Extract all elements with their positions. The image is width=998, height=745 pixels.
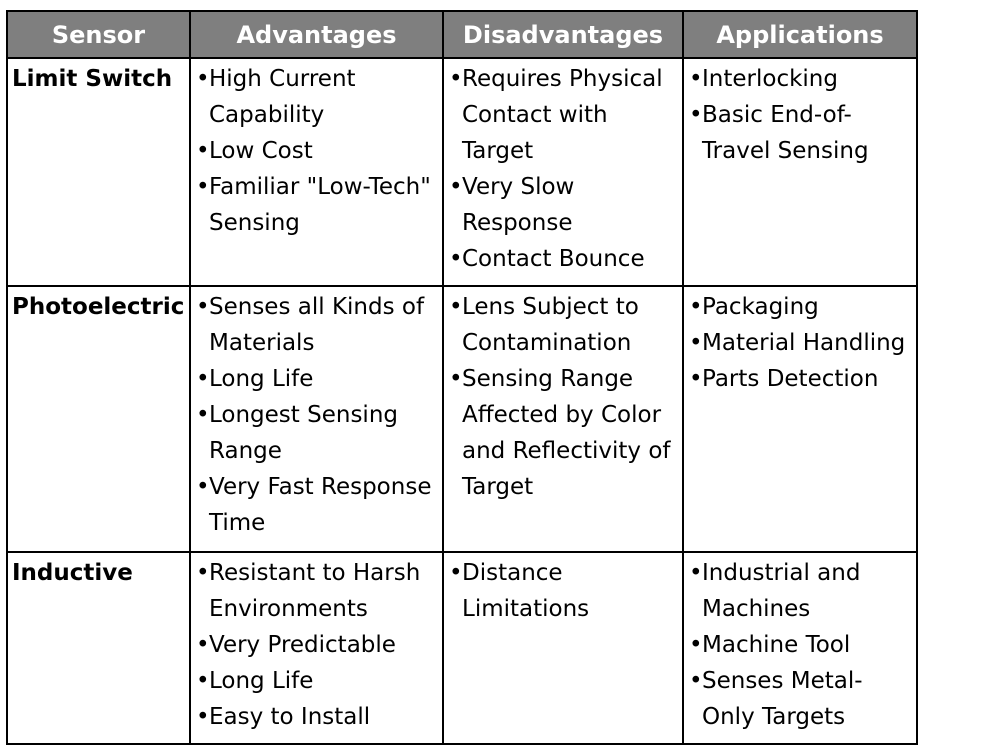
list-item: • Senses all Kinds of Materials: [196, 289, 438, 361]
disadvantages-list: [449, 289, 678, 505]
disadvantages-cell: [443, 286, 683, 552]
list-item: • Familiar "Low-Tech" Sensing: [196, 169, 438, 241]
list-item: • Resistant to Harsh Environments: [196, 555, 438, 627]
disadvantages-cell: [443, 552, 683, 744]
applications-cell: [683, 58, 917, 286]
header-advantages: Advantages: [190, 11, 443, 58]
applications-cell: [683, 286, 917, 552]
list-item: • Parts Detection: [689, 361, 912, 397]
header-row: [7, 11, 917, 58]
list-item: • Very Predictable: [196, 627, 438, 663]
applications-list: [689, 289, 912, 397]
list-item: • Machine Tool: [689, 627, 912, 663]
advantages-cell: [190, 552, 443, 744]
advantages-cell: [190, 286, 443, 552]
list-item: • Very Fast Response Time: [196, 469, 438, 541]
disadvantages-list: [449, 61, 678, 277]
list-item: • Long Life: [196, 663, 438, 699]
table-row-limit-switch: [7, 58, 917, 286]
list-item: • Very Slow Response: [449, 169, 678, 241]
list-item: • Requires Physical Contact with Target: [449, 61, 678, 169]
list-item: • Material Handling: [689, 325, 912, 361]
list-item: • Lens Subject to Contamination: [449, 289, 678, 361]
list-item: • Distance Limitations: [449, 555, 678, 627]
table-row-photoelectric: [7, 286, 917, 552]
sensor-name: Limit Switch: [7, 58, 190, 286]
header-sensor: Sensor: [7, 11, 190, 58]
header-applications: Applications: [683, 11, 917, 58]
applications-list: [689, 555, 912, 735]
list-item: • Industrial and Machines: [689, 555, 912, 627]
list-item: • Longest Sensing Range: [196, 397, 438, 469]
list-item: • High Current Capability: [196, 61, 438, 133]
applications-list: [689, 61, 912, 169]
advantages-cell: [190, 58, 443, 286]
advantages-list: [196, 61, 438, 241]
sensor-name: Photoelectric: [7, 286, 190, 552]
list-item: • Basic End-of-Travel Sensing: [689, 97, 912, 169]
list-item: • Packaging: [689, 289, 912, 325]
list-item: • Senses Metal-Only Targets: [689, 663, 912, 735]
sensor-name: Inductive: [7, 552, 190, 744]
sensor-comparison-table: [6, 10, 918, 745]
list-item: • Low Cost: [196, 133, 438, 169]
list-item: • Long Life: [196, 361, 438, 397]
list-item: • Interlocking: [689, 61, 912, 97]
list-item: • Contact Bounce: [449, 241, 678, 277]
table-row-inductive: [7, 552, 917, 744]
disadvantages-list: [449, 555, 678, 627]
list-item: • Easy to Install: [196, 699, 438, 735]
advantages-list: [196, 289, 438, 541]
advantages-list: [196, 555, 438, 735]
disadvantages-cell: [443, 58, 683, 286]
applications-cell: [683, 552, 917, 744]
list-item: • Sensing Range Affected by Color and Reflectivity of Target: [449, 361, 678, 505]
header-disadvantages: Disadvantages: [443, 11, 683, 58]
